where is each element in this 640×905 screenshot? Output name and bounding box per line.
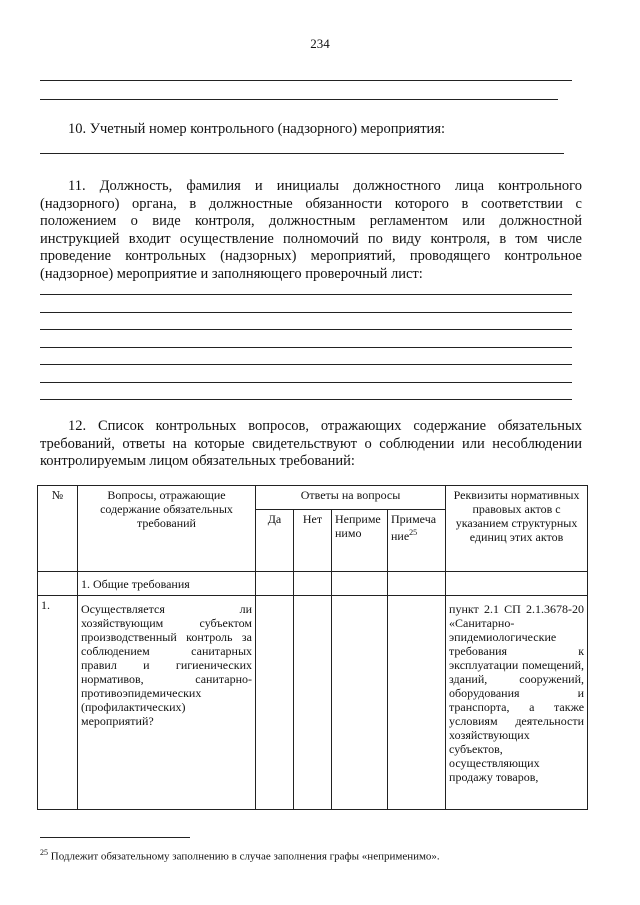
- answer-yes-cell[interactable]: [256, 596, 294, 810]
- section-title: 1. Общие требования: [78, 572, 256, 596]
- header-number: №: [38, 486, 78, 572]
- footnote-mark: 25: [40, 848, 48, 857]
- fill-line: [40, 364, 572, 365]
- fill-line: [40, 347, 572, 348]
- page-number: 234: [310, 36, 330, 51]
- table-header-row: [38, 486, 588, 510]
- fill-line: [40, 99, 558, 100]
- section-row: [38, 572, 588, 596]
- fill-line: [40, 399, 572, 400]
- header-questions: Вопросы, отражающие содержание обязательных требований: [78, 486, 256, 572]
- header-note: [388, 510, 446, 572]
- section-10-text: 10. Учетный номер контрольного (надзорного) мероприятия:: [68, 121, 446, 137]
- answer-no-cell[interactable]: [294, 596, 332, 810]
- fill-line: [40, 80, 572, 81]
- footnote: [40, 846, 600, 864]
- header-answers: Ответы на вопросы: [256, 486, 446, 510]
- header-not-applicable: Неприменимо: [332, 510, 388, 572]
- answer-note-cell[interactable]: [388, 596, 446, 810]
- table-cell: [332, 572, 388, 596]
- fill-line: [40, 153, 564, 154]
- fill-line: [40, 294, 572, 295]
- table-cell: [38, 572, 78, 596]
- header-no: Нет: [294, 510, 332, 572]
- footnote-separator: [40, 837, 190, 838]
- answer-na-cell[interactable]: [332, 596, 388, 810]
- row-question: Осуществляется ли хозяйствующим субъектом производственный контроль за соблюдением санитарных правил и гигиенических нормативов, санитарно-противоэпидемических (профилактических) мероприятий?: [78, 596, 256, 810]
- section-12-text: 12. Список контрольных вопросов, отражающих содержание обязательных требований, ответы на которые свидетельствуют о соблюдении или несоблюдении контролируемым лицом обязательных требований:: [40, 418, 582, 470]
- section-11-text: 11. Должность, фамилия и инициалы должностного лица контрольного (надзорного) органа, в должностные обязанности которого в соответствии с положением о виде контроля, должностным регламентом или должностной инструкцией входит осуществление полномочий по виду контроля, в том числе проведение контрольных (надзорных) мероприятий, проводящего контрольное (надзорное) мероприятие и заполняющего проверочный лист:: [40, 178, 582, 282]
- table-cell: [446, 572, 588, 596]
- row-number: 1.: [38, 596, 78, 810]
- table-cell: [294, 572, 332, 596]
- table-cell: [256, 572, 294, 596]
- table-row: [38, 596, 588, 810]
- header-yes: Да: [256, 510, 294, 572]
- checklist-table: [37, 485, 588, 810]
- row-requisites: пункт 2.1 СП 2.1.3678-20 «Санитарно-эпидемиологические требования к эксплуатации помещений, зданий, сооружений, оборудования и транспорта, а также условиям деятельности хозяйствующих субъектов, осуществляющих продажу товаров,: [446, 596, 588, 810]
- fill-line: [40, 382, 572, 383]
- fill-line: [40, 312, 572, 313]
- header-note-label: Примечание: [391, 512, 437, 543]
- header-requisites: Реквизиты нормативных правовых актов с указанием структурных единиц этих актов: [446, 486, 588, 572]
- table-cell: [388, 572, 446, 596]
- fill-line: [40, 329, 572, 330]
- footnote-text: Подлежит обязательному заполнению в случае заполнения графы «неприменимо».: [48, 850, 440, 863]
- footnote-ref: 25: [409, 528, 418, 537]
